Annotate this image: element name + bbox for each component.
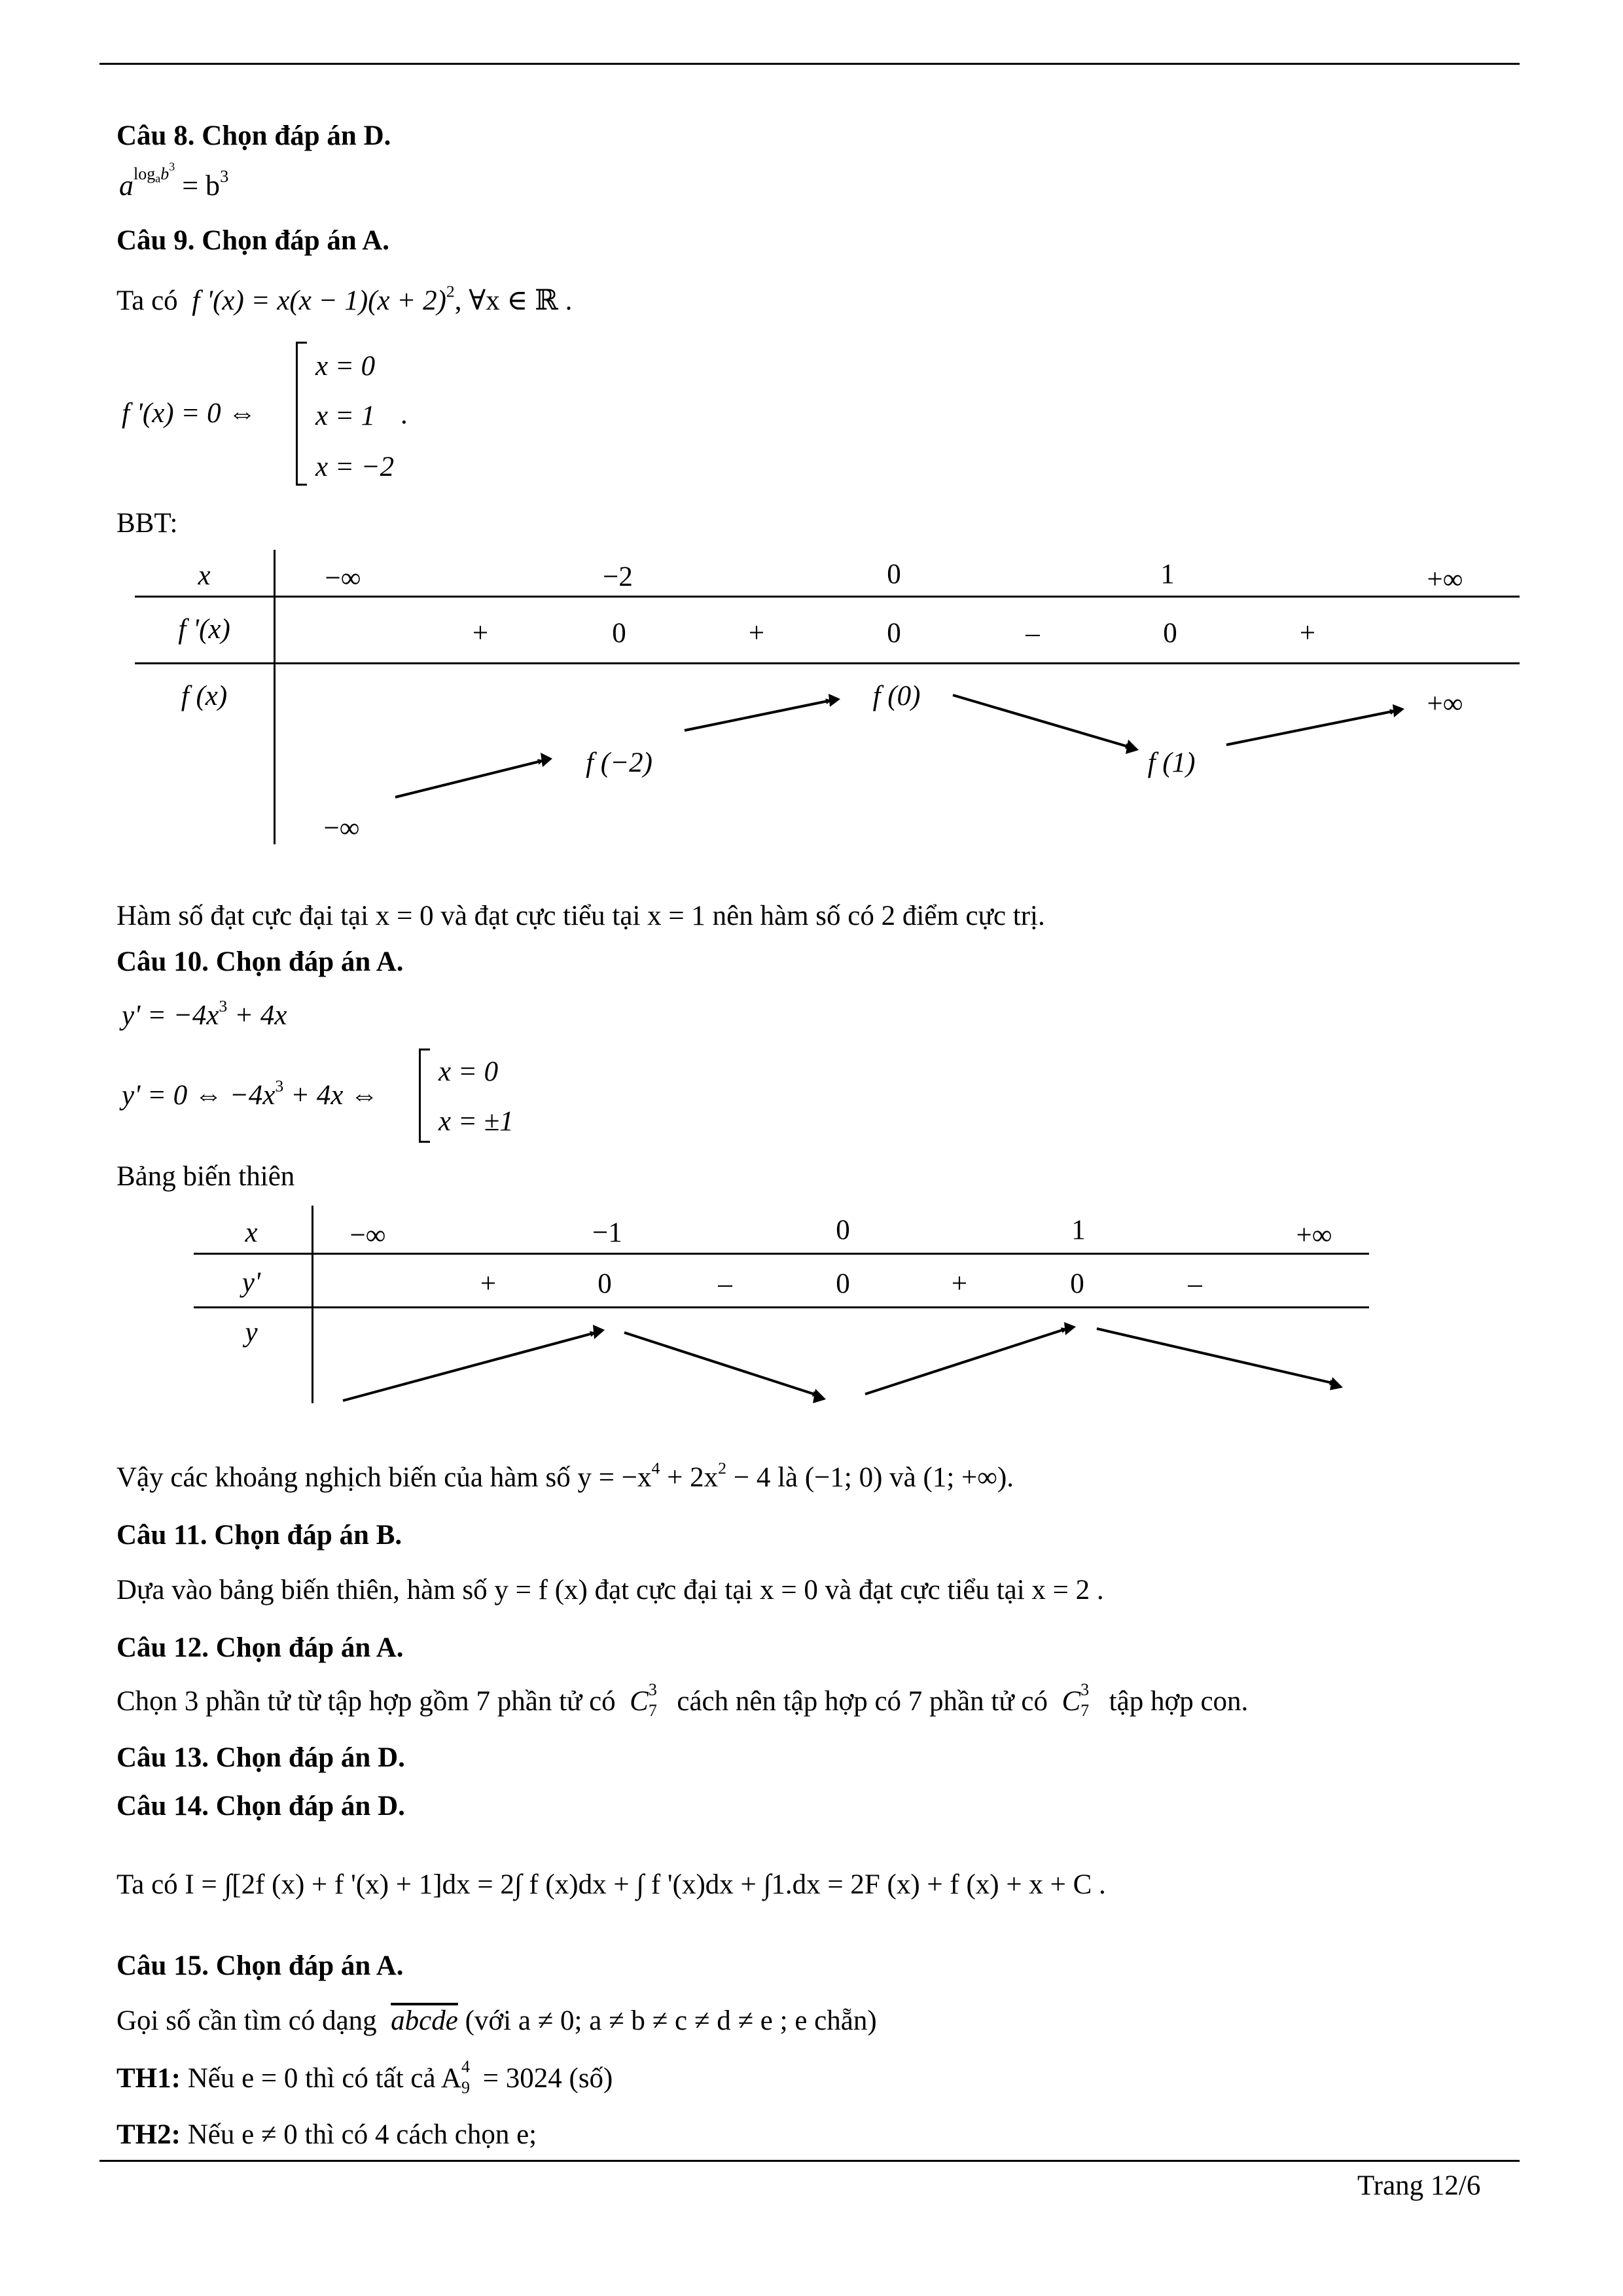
q14-title: Câu 14. Chọn đáp án D. xyxy=(116,1791,405,1821)
q10-table-hline-2 xyxy=(194,1306,1369,1308)
q10-conclusion: Vậy các khoảng nghịch biến của hàm số $y = -x^4 + 2x^2 - 4$ là (−1; 0) và (1; +∞). xyxy=(116,1458,1014,1493)
q10-roots-system: x = 0 x = ±1 xyxy=(419,1049,537,1143)
q9-value-f0: f (0) xyxy=(872,681,921,711)
q15-title: Câu 15. Chọn đáp án A. xyxy=(116,1950,404,1981)
q14-text: Ta có I = ∫[2f (x) + f '(x) + 1]dx = 2∫ f (x)dx + ∫ f '(x)dx + ∫1.dx = 2F (x) + f (x) + x + C . xyxy=(116,1869,1106,1900)
q10-table-vline xyxy=(312,1206,313,1403)
q9-x-value: −2 xyxy=(603,562,633,592)
q9-conclusion: Hàm số đạt cực đại tại x = 0 và đạt cực tiểu tại x = 1 nên hàm số có 2 điểm cực trị. xyxy=(116,901,1045,931)
q9-sign: 0 xyxy=(1163,618,1177,649)
q10-x-value: 1 xyxy=(1071,1215,1086,1246)
q9-sign: 0 xyxy=(887,618,901,649)
q9-row-label-f: f (x) xyxy=(181,681,228,711)
q9-sign: + xyxy=(472,618,489,649)
q10-arrow-up-2 xyxy=(865,1329,1067,1394)
q10-table-hline-1 xyxy=(194,1253,1369,1255)
q10-title: Câu 10. Chọn đáp án A. xyxy=(116,946,404,977)
q10-sign: 0 xyxy=(1070,1268,1084,1299)
q9-row-label-x: x xyxy=(198,560,211,591)
q10-table-title: Bảng biến thiên xyxy=(116,1161,295,1192)
q10-sign: + xyxy=(480,1268,497,1299)
q10-arrow-down-1 xyxy=(624,1333,818,1395)
q9-sign: + xyxy=(1299,618,1316,649)
q10-sign: – xyxy=(1188,1268,1202,1299)
q10-row-label-x: x xyxy=(245,1217,258,1248)
q13-title: Câu 13. Chọn đáp án D. xyxy=(116,1742,405,1773)
q8-formula: $a^{log_ab^3} = b^3$ xyxy=(119,160,229,202)
q15-th2: TH2: Nếu e ≠ 0 thì có 4 cách chọn e; xyxy=(116,2119,537,2150)
q9-x-value: −∞ xyxy=(325,563,361,594)
q10-derivative: $y' = -4x^3 + 4x$ xyxy=(122,996,287,1031)
q9-arrow-up-3 xyxy=(1226,711,1395,745)
q9-value-f-minus2: f (−2) xyxy=(586,747,652,778)
q11-text: Dựa vào bảng biến thiên, hàm số y = f (x) đạt cực đại tại x = 0 và đạt cực tiểu tại x = 2 . xyxy=(116,1575,1104,1605)
page-number: Trang 12/6 xyxy=(1357,2170,1481,2201)
q9-x-value: +∞ xyxy=(1427,564,1463,595)
q10-arrow-down-2 xyxy=(1097,1329,1335,1384)
q9-roots-lhs: f '(x) = 0 ⇔ xyxy=(122,398,257,429)
q9-title: Câu 9. Chọn đáp án A. xyxy=(116,225,390,256)
q12-title: Câu 12. Chọn đáp án A. xyxy=(116,1632,404,1663)
q10-sign: + xyxy=(951,1268,968,1299)
q10-x-value: +∞ xyxy=(1296,1220,1332,1251)
q15-line1: Gọi số cần tìm có dạng abcde (với a ≠ 0; a ≠ b ≠ c ≠ d ≠ e ; e chẵn) xyxy=(116,2005,877,2036)
q10-x-value: 0 xyxy=(836,1215,850,1246)
q10-x-value: −∞ xyxy=(349,1220,386,1251)
q10-sign: 0 xyxy=(597,1268,612,1299)
q15-th1: TH1: Nếu e = 0 thì có tất cả A 4 9 = 3024 (số) xyxy=(116,2057,613,2097)
q9-arrow-up-2 xyxy=(685,700,831,730)
q9-arrow-up-1 xyxy=(395,761,543,797)
q9-roots-dot: . xyxy=(401,399,408,430)
q10-sign: 0 xyxy=(836,1268,850,1299)
q9-sign: 0 xyxy=(612,618,626,649)
q9-sign: + xyxy=(748,618,765,649)
q10-row-label-y: y xyxy=(245,1317,258,1348)
q9-x-value: 0 xyxy=(887,559,901,590)
q8-title: Câu 8. Chọn đáp án D. xyxy=(116,120,391,151)
q9-sign: – xyxy=(1026,618,1040,649)
q9-value-minus-inf: −∞ xyxy=(323,813,360,844)
q10-equation-lhs: y' = 0 ⇔ $-4x^3 + 4x$ ⇔ xyxy=(122,1076,379,1111)
q10-x-value: −1 xyxy=(592,1217,622,1248)
q10-row-label-yprime: y' xyxy=(241,1267,261,1298)
q9-bbt-label: BBT: xyxy=(116,508,178,539)
q10-arrow-up-1 xyxy=(343,1333,596,1401)
q9-row-label-fprime: f '(x) xyxy=(178,614,230,645)
q9-arrow-down-1 xyxy=(953,695,1131,747)
q9-roots-system: x = 0 x = 1 x = −2 xyxy=(296,342,427,486)
q9-value-f1: f (1) xyxy=(1147,747,1196,778)
q11-title: Câu 11. Chọn đáp án B. xyxy=(116,1520,402,1551)
q9-x-value: 1 xyxy=(1160,559,1175,590)
q9-value-plus-inf: +∞ xyxy=(1427,689,1463,719)
q10-sign: – xyxy=(718,1268,732,1299)
q9-derivative: Ta có f '$(x) = x(x - 1)(x + 2)^2$, ∀x ∈ ℝ . xyxy=(116,281,573,316)
q12-text: Chọn 3 phần tử từ tập hợp gồm 7 phần tử có C 3 7 cách nên tập hợp có 7 phần tử có C 3 7 tập hợp con. xyxy=(116,1680,1249,1720)
